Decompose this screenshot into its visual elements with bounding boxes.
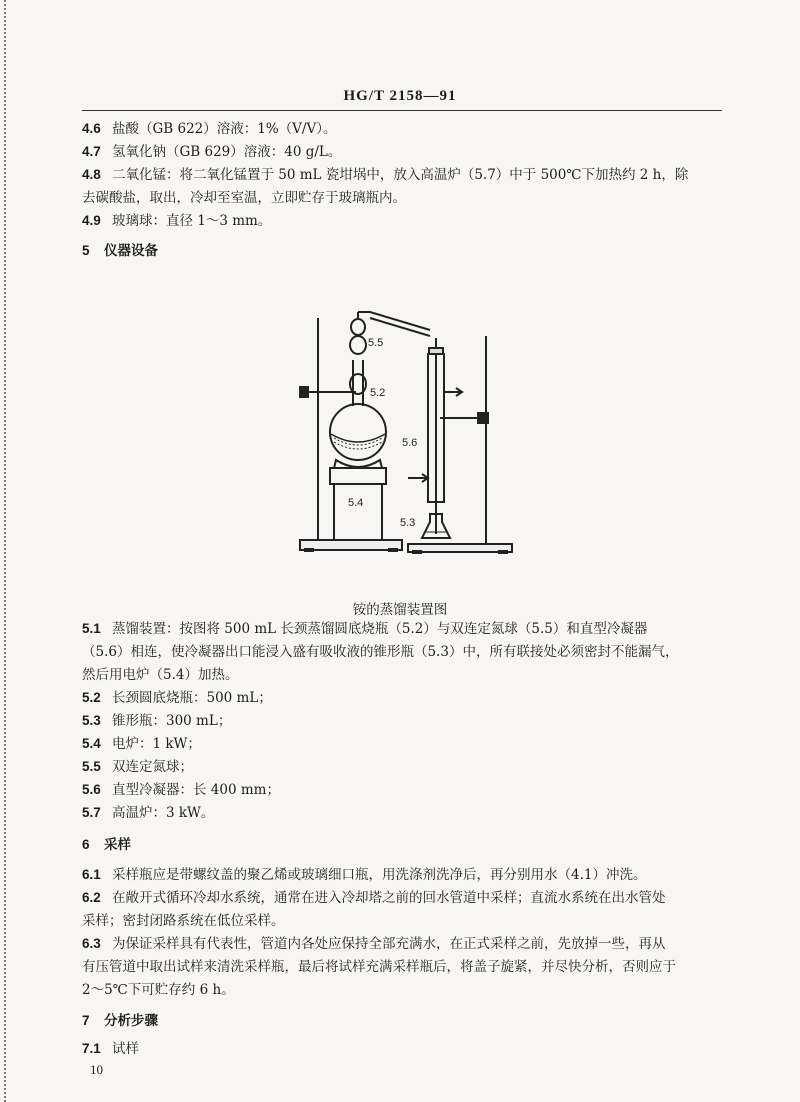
- list-item-continuation: 采样；密封闭路系统在低位采样。: [82, 913, 285, 929]
- distillation-apparatus-figure: [290, 300, 520, 562]
- list-item: 4.6 盐酸（GB 622）溶液：1%（V/V）。: [82, 121, 337, 137]
- list-item: 4.7 氢氧化钠（GB 629）溶液：40 g/L。: [82, 144, 342, 160]
- section-heading: 6 采样: [82, 837, 131, 853]
- label-5-4: 5.4: [348, 497, 364, 509]
- list-item: 4.8 二氧化锰：将二氧化锰置于 50 mL 瓷坩埚中，放入高温炉（5.7）中于 500℃下加热约 2 h，除: [82, 167, 689, 183]
- label-5-5: 5.5: [368, 337, 384, 349]
- figure-caption: 铵的蒸馏装置图: [352, 602, 448, 618]
- section-heading: 7 分析步骤: [82, 1013, 158, 1029]
- section-heading: 5 仪器设备: [82, 243, 158, 259]
- list-item-continuation: 2～5℃下可贮存约 6 h。: [82, 982, 235, 998]
- list-item-continuation: 然后用电炉（5.4）加热。: [82, 667, 239, 683]
- list-item: 4.9 玻璃球：直径 1～3 mm。: [82, 213, 272, 229]
- list-item: 6.1 采样瓶应是带螺纹盖的聚乙烯或玻璃细口瓶，用洗涤剂洗净后，再分别用水（4.1）冲洗。: [82, 867, 647, 883]
- list-item: 6.3 为保证采样具有代表性，管道内各处应保持全部充满水，在正式采样之前，先放掉一些，再从: [82, 936, 666, 952]
- list-item: 7.1 试样: [82, 1041, 139, 1057]
- page-header: HG/T 2158—91: [343, 88, 457, 104]
- list-item: 6.2 在敞开式循环冷却水系统，通常在进入冷却塔之前的回水管道中采样；直流水系统在出水管处: [82, 890, 666, 906]
- list-item-continuation: 去碳酸盐，取出，冷却至室温，立即贮存于玻璃瓶内。: [82, 190, 406, 206]
- list-item-continuation: （5.6）相连，使冷凝器出口能浸入盛有吸收液的锥形瓶（5.3）中，所有联接处必须密封不能漏气，: [82, 644, 679, 660]
- list-item: 5.7 高温炉：3 kW。: [82, 805, 215, 821]
- list-item: 5.2 长颈圆底烧瓶：500 mL；: [82, 690, 272, 706]
- list-item: 5.6 直型冷凝器：长 400 mm；: [82, 782, 280, 798]
- header-rule: [82, 110, 722, 111]
- binding-holes: [4, 0, 9, 1102]
- list-item: 5.1 蒸馏装置：按图将 500 mL 长颈蒸馏圆底烧瓶（5.2）与双连定氮球（5.5）和直型冷凝器: [82, 621, 648, 637]
- label-5-2: 5.2: [370, 387, 386, 399]
- page-number: 10: [90, 1062, 103, 1077]
- label-5-3: 5.3: [400, 517, 416, 529]
- list-item: 5.3 锥形瓶：300 mL；: [82, 713, 232, 729]
- label-5-6: 5.6: [402, 437, 418, 449]
- list-item: 5.5 双连定氮球；: [82, 759, 193, 775]
- list-item: 5.4 电炉：1 kW；: [82, 736, 201, 752]
- list-item-continuation: 有压管道中取出试样来清洗采样瓶，最后将试样充满采样瓶后，将盖子旋紧，并尽快分析，否则应于: [82, 959, 676, 975]
